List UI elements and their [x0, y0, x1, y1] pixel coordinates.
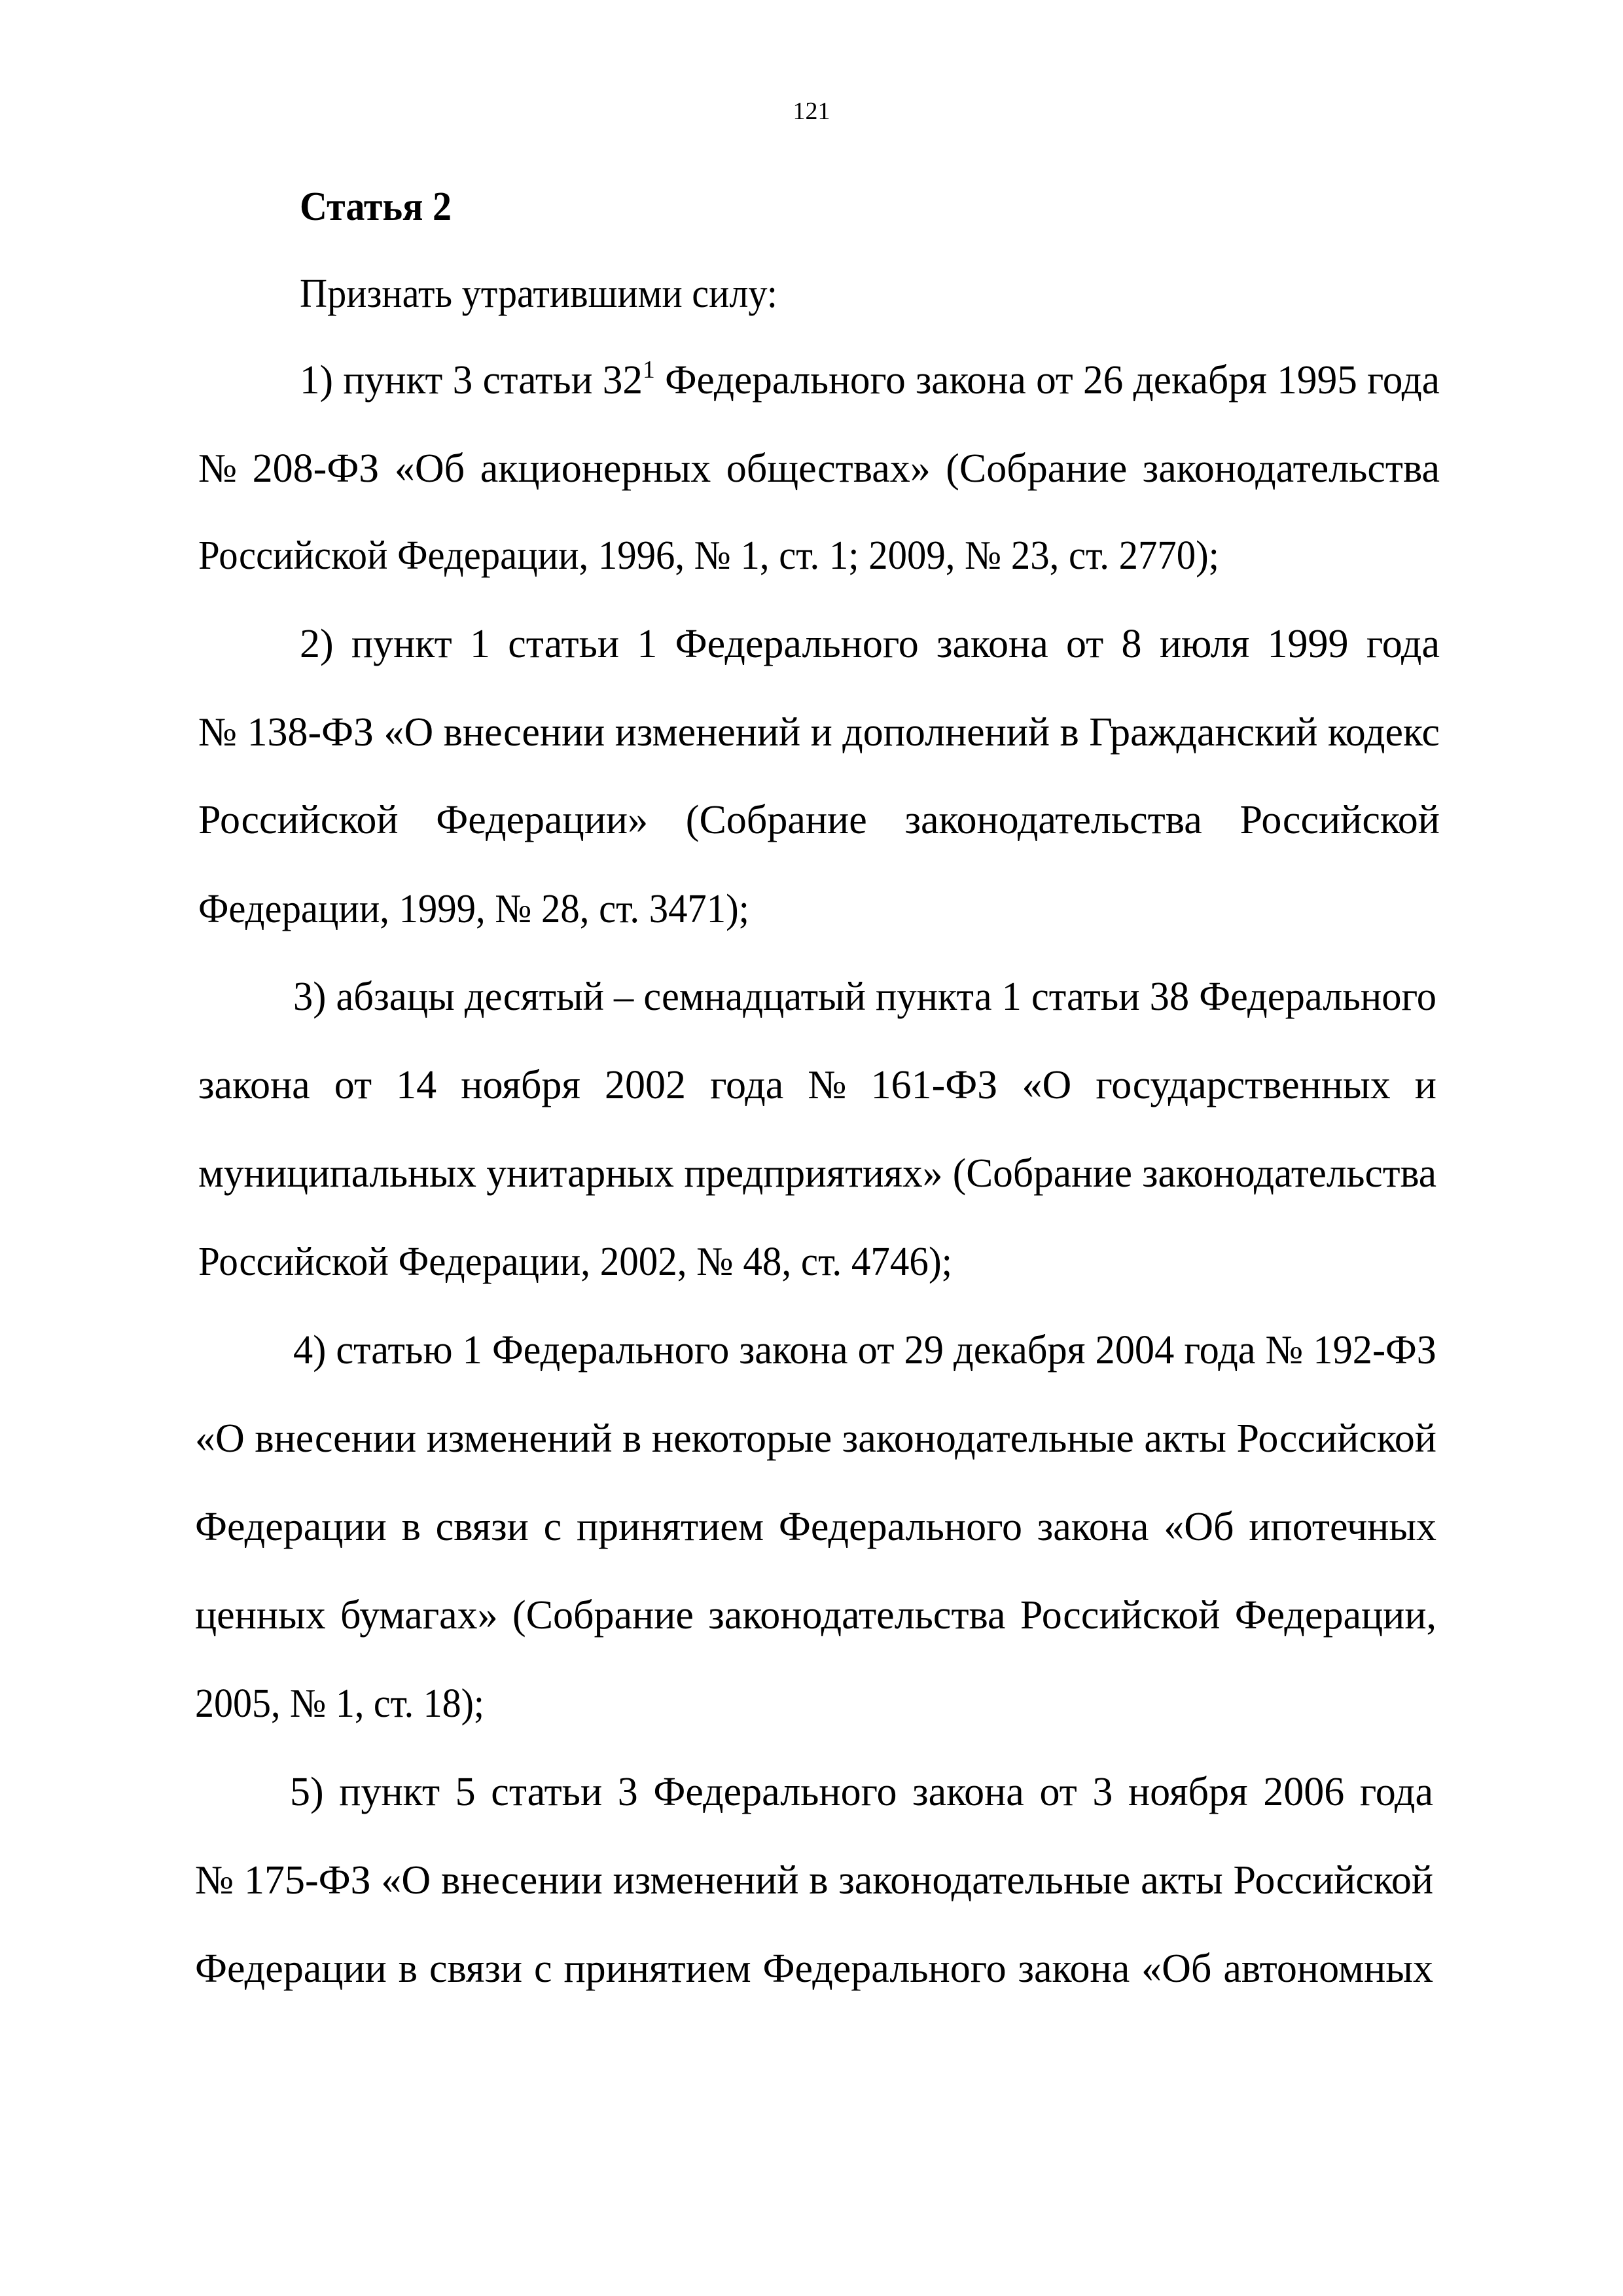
item1-line1-text-a: 1) пункт 3 статьи 32 — [300, 358, 643, 403]
item2-line4: Федерации, 1999, № 28, ст. 3471); — [198, 887, 749, 931]
item2-line3: Российской Федерации» (Собрание законодательства Российской — [198, 798, 1440, 842]
item3-line3: муниципальных унитарных предприятиях» (Собрание законодательства — [198, 1151, 1436, 1196]
item5-line2: № 175-ФЗ «О внесении изменений в законодательные акты Российской — [195, 1858, 1433, 1903]
item1-superscript: 1 — [642, 356, 655, 384]
item1-line1-text-b: Федерального закона от 26 декабря 1995 года — [654, 358, 1440, 403]
item1-line3: Российской Федерации, 1996, № 1, ст. 1; 2009, № 23, ст. 2770); — [198, 533, 1219, 578]
item4-line4: ценных бумагах» (Собрание законодательства Российской Федерации, — [195, 1593, 1436, 1638]
item4-line3: Федерации в связи с принятием Федерального закона «Об ипотечных — [195, 1505, 1436, 1549]
item2-line2: № 138-ФЗ «О внесении изменений и дополнений в Гражданский кодекс — [198, 710, 1440, 755]
item4-line1: 4) статью 1 Федерального закона от 29 декабря 2004 года № 192-ФЗ — [293, 1328, 1436, 1372]
page-number: 121 — [793, 98, 830, 125]
item1-line2: № 208-ФЗ «Об акционерных обществах» (Собрание законодательства — [198, 446, 1440, 491]
item1-line1 — [300, 356, 1440, 403]
item3-line1: 3) абзацы десятый – семнадцатый пункта 1 статьи 38 Федерального — [293, 975, 1436, 1019]
item3-line2: закона от 14 ноября 2002 года № 161-ФЗ «О государственных и — [198, 1063, 1436, 1107]
item4-line2: «О внесении изменений в некоторые законодательные акты Российской — [195, 1416, 1436, 1461]
intro-line: Признать утратившими силу: — [300, 272, 777, 316]
item4-line5: 2005, № 1, ст. 18); — [195, 1681, 484, 1726]
item5-line3: Федерации в связи с принятием Федерального закона «Об автономных — [195, 1946, 1433, 1991]
article-heading: Статья 2 — [300, 185, 452, 229]
item5-line1: 5) пункт 5 статьи 3 Федерального закона от 3 ноября 2006 года — [290, 1770, 1433, 1814]
item3-line4: Российской Федерации, 2002, № 48, ст. 4746); — [198, 1240, 952, 1284]
item2-line1: 2) пункт 1 статьи 1 Федерального закона от 8 июля 1999 года — [300, 622, 1440, 666]
